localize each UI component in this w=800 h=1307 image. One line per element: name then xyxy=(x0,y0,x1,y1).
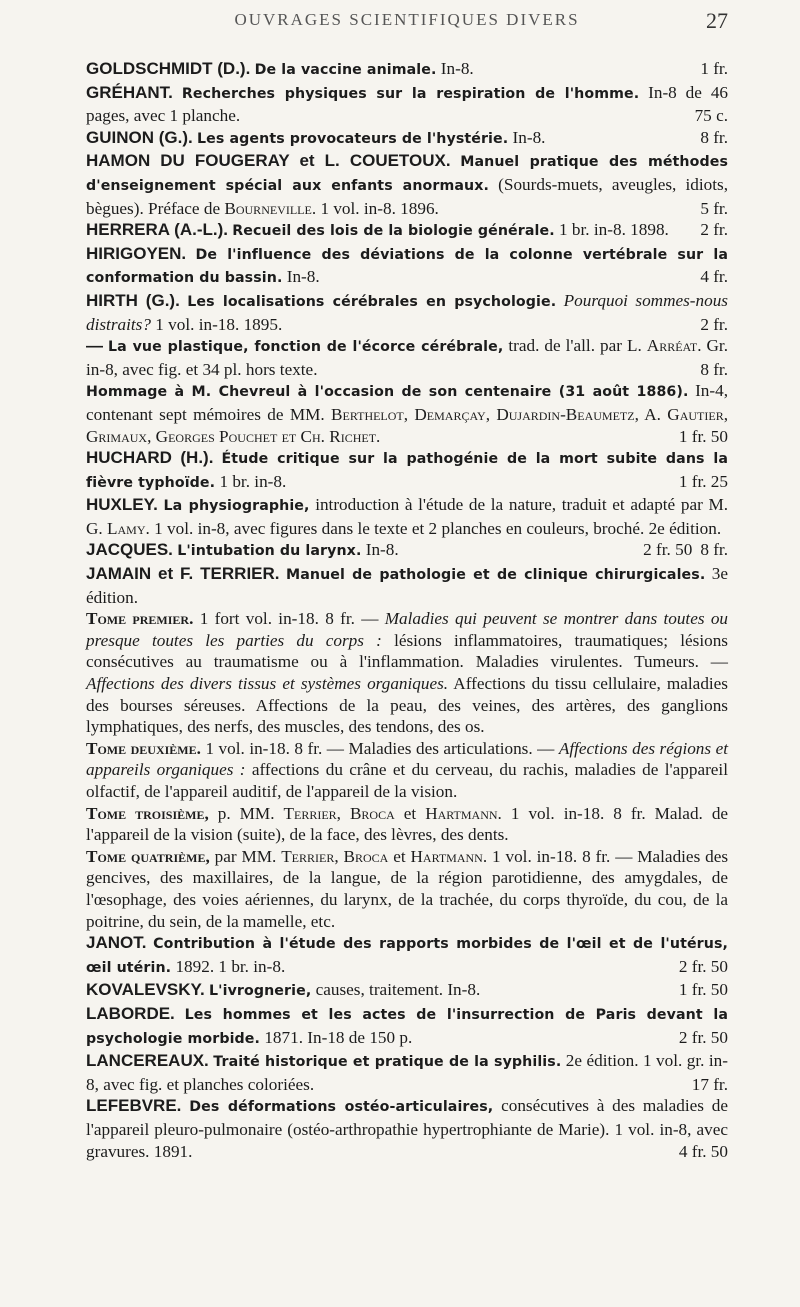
entry-details: introduction à l'étude de la nature, traduit et adapté par M. G. xyxy=(86,495,729,538)
entry-author: JAMAIN et F. TERRIER. xyxy=(86,564,280,584)
entry-author: HUCHARD (H.). xyxy=(86,448,214,468)
catalog-entry xyxy=(86,219,728,243)
entry-work-title: Contribution à l'étude des rapports morbides de l'œil et de l'utérus, œil utérin. xyxy=(86,936,729,976)
tome-text: lésions inflammatoires, traumatiques; lésions consécutives au traumatisme ou à l'inflammation. Maladies virulentes. Tumeurs. — xyxy=(86,630,728,672)
entry-details-cont: 1 vol. in-8, avec figures dans le texte et 2 planches en couleurs, broché. 2e édition. xyxy=(154,518,722,538)
entry-price: 5 fr. xyxy=(700,198,728,218)
entry-price: 75 c. xyxy=(694,106,728,126)
entry-work-title: De l'influence des déviations de la colonne vertébrale sur la conformation du bassin. xyxy=(86,246,729,287)
entry-details: In-8. xyxy=(440,59,474,78)
catalog-entry xyxy=(86,82,728,127)
tome-text: 1 vol. in-18. 8 fr. Malad. de l'appareil de la vision (suite), de la face, des lèvres, des dents. xyxy=(86,803,729,845)
tome-text: p. MM. xyxy=(217,803,275,823)
entry-price: 1 fr. 25 xyxy=(678,471,728,491)
entry-details: In-8. xyxy=(365,540,399,560)
entry-price: 2 fr. 50 xyxy=(643,540,693,560)
tome-text: 1 vol. in-18. 8 fr. — Maladies des gencives, des maxillaires, de la langue, de la région parotidienne, des amygdales, de l'œsophage, des voies aériennes, du larynx, de la trachée, du corps thyroïde, du cou, de la poitrine, du sein, de la mamelle, etc. xyxy=(86,846,729,931)
tome-authors: Hartmann. xyxy=(410,846,488,866)
entry-price: 4 fr. 50 xyxy=(678,1141,728,1161)
entry-work-title: L'intubation du larynx. xyxy=(177,543,362,560)
tome-entry xyxy=(86,738,728,803)
entry-price: 1 fr. 50 xyxy=(678,426,728,446)
entry-work-title: Recueil des lois de la biologie générale. xyxy=(232,223,555,240)
entry-details: 1892. 1 br. in-8. xyxy=(175,956,286,976)
entry-details: 1 br. in-8. xyxy=(219,471,287,491)
tome-label: Tome deuxième. xyxy=(86,738,201,758)
entry-author: GOLDSCHMIDT (D.). xyxy=(86,59,251,78)
entry-author: LANCEREAUX. xyxy=(86,1051,209,1071)
catalog-entry xyxy=(86,380,728,447)
entry-work-title: Étude critique sur la pathogénie de la mort subite dans la fièvre typhoïde. xyxy=(86,451,728,491)
page-header xyxy=(86,0,728,58)
entry-details: consécutives à des maladies de l'appareil pleuro-pulmonaire (ostéo-arthropathie hypertrophiante de Marie). 1 vol. in-8, avec gravures. 1891. xyxy=(86,1096,729,1161)
catalog-entry xyxy=(86,1050,728,1095)
entry-price: 1 fr. 50 xyxy=(678,980,728,1000)
tome-text: et xyxy=(393,846,406,866)
entry-details-smallcaps: Arréat. xyxy=(646,336,702,356)
entry-details: In-8. xyxy=(512,127,546,147)
entry-details: causes, traitement. In-8. xyxy=(315,980,481,1000)
catalog-entry xyxy=(86,58,728,82)
tome-italic: Affections des régions et appareils organiques : xyxy=(86,738,729,780)
catalog-entry xyxy=(86,1003,728,1050)
catalog-entry xyxy=(86,563,728,608)
catalog-entries xyxy=(86,58,728,1162)
entry-italic-subtitle: Pourquoi sommes-nous distraits? xyxy=(86,290,728,334)
running-title: OUVRAGES SCIENTIFIQUES DIVERS xyxy=(234,10,580,29)
entry-details-cont: 1 vol. in-8. 1896. xyxy=(320,198,439,218)
tome-text: 1 vol. in-18. 8 fr. — Maladies des articulations. — xyxy=(205,738,555,758)
tome-label: Tome quatrième, xyxy=(86,846,210,866)
entry-price: 8 fr. xyxy=(700,540,728,560)
entry-price: 2 fr. xyxy=(700,220,728,240)
tome-entry xyxy=(86,608,728,738)
entry-work-title: Traité historique et pratique de la syphilis. xyxy=(213,1054,562,1071)
entry-price: 2 fr. 50 xyxy=(678,956,728,976)
catalog-entry xyxy=(86,127,728,151)
tome-text: affections du crâne et du cerveau, du rachis, maladies de l'appareil olfactif, de l'appareil auditif, de l'appareil de la vision. xyxy=(86,760,728,801)
entry-author: HIRIGOYEN. xyxy=(86,243,187,263)
entry-details: 2e édition. 1 vol. gr. in-8, avec fig. et planches coloriées. xyxy=(86,1051,728,1094)
entry-details: In-4, contenant sept mémoires de MM. xyxy=(86,381,729,424)
entry-author: GRÉHANT. xyxy=(86,82,173,102)
entry-author: JACQUES. xyxy=(86,540,173,560)
entry-work-title: La physiographie, xyxy=(163,498,310,515)
tome-italic: Affections des divers tissus et systèmes organiques. xyxy=(86,674,449,694)
entry-work-title: De la vaccine animale. xyxy=(254,62,437,78)
tome-italic: Maladies qui peuvent se montrer dans toutes ou presque toutes les parties du corps : xyxy=(86,609,729,650)
entry-details: 1 vol. in-18. 1895. xyxy=(155,314,283,334)
catalog-entry xyxy=(86,290,728,335)
tome-authors: Terrier, Broca xyxy=(281,846,389,866)
entry-price: 2 fr. 50 xyxy=(678,1027,728,1047)
entry-work-title: Hommage à M. Chevreul à l'occasion de son centenaire (31 août 1886). xyxy=(86,384,689,401)
tome-text: et xyxy=(403,803,417,823)
entry-work-title: La vue plastique, fonction de l'écorce cérébrale, xyxy=(108,339,504,356)
entry-author: GUINON (G.). xyxy=(86,127,193,147)
entry-details: In-8. xyxy=(286,267,320,287)
tome-label: Tome premier. xyxy=(86,609,194,629)
entry-author: — xyxy=(86,336,103,356)
catalog-entry xyxy=(86,243,728,290)
tome-text: 1 fort vol. in-18. 8 fr. — xyxy=(199,609,379,629)
entry-price: 8 fr. xyxy=(700,127,728,147)
tome-text: par MM. xyxy=(214,846,277,866)
entry-author: HIRTH (G.). xyxy=(86,290,180,310)
entry-details: 1871. In-18 de 150 p. xyxy=(264,1027,413,1047)
entry-details-cont: Gr. in-8, avec fig. et 34 pl. hors texte. xyxy=(86,336,728,379)
entry-details: trad. de l'all. par L. xyxy=(508,336,642,356)
tome-text: Affections du tissu cellulaire, maladies des bourses séreuses. Affections de la peau, des veines, des artères, des ganglions lymphatiques, des nerfs, des muscles, des tendons, des os. xyxy=(86,674,729,737)
entry-author: HAMON DU FOUGERAY et L. COUETOUX. xyxy=(86,151,451,171)
entry-price: 4 fr. xyxy=(700,267,728,287)
entry-details-smallcaps: Berthelot, Demarçay, Dujardin-Beaumetz, A. Gautier, Grimaux, Georges Pouchet et Ch. Richet. xyxy=(86,404,729,446)
entry-price: 1 fr. xyxy=(700,59,728,78)
entry-work-title: Les hommes et les actes de l'insurrection de Paris devant la psychologie morbide. xyxy=(86,1006,728,1047)
catalog-entry xyxy=(86,539,728,563)
entry-work-title: Des déformations ostéo-articulaires, xyxy=(189,1099,494,1116)
entry-author: LABORDE. xyxy=(86,1003,175,1023)
tome-label: Tome troisième, xyxy=(86,803,209,823)
entry-author: HUXLEY. xyxy=(86,495,158,515)
tome-entry xyxy=(86,846,728,932)
entry-details: 1 br. in-8. 1898. xyxy=(559,220,669,240)
entry-details: 3e édition. xyxy=(86,564,729,607)
entry-author: JANOT. xyxy=(86,933,147,953)
entry-work-title: Recherches physiques sur la respiration de l'homme. xyxy=(181,85,640,102)
entry-author: LEFEBVRE. xyxy=(86,1096,182,1116)
catalog-entry xyxy=(86,447,728,494)
entry-work-title: Manuel de pathologie et de clinique chirurgicales. xyxy=(285,567,706,584)
entry-details-smallcaps: Lamy. xyxy=(107,518,150,538)
entry-work-title: Manuel pratique des méthodes d'enseignement spécial aux enfants anormaux. xyxy=(86,154,729,194)
entry-details: (Sourds-muets, aveugles, idiots, bègues). Préface de xyxy=(86,174,729,218)
entry-work-title: L'ivrognerie, xyxy=(209,983,312,1000)
tome-authors: Hartmann. xyxy=(425,803,502,823)
entry-author: HERRERA (A.-L.). xyxy=(86,220,228,240)
entry-author: KOVALEVSKY. xyxy=(86,980,205,1000)
tome-entry xyxy=(86,803,728,846)
catalog-entry xyxy=(86,150,728,219)
catalog-entry xyxy=(86,335,728,380)
entry-work-title: Les agents provocateurs de l'hystérie. xyxy=(197,130,509,147)
page-number: 27 xyxy=(706,8,728,33)
entry-price: 17 fr. xyxy=(691,1074,728,1094)
catalog-entry xyxy=(86,932,728,979)
catalog-entry xyxy=(86,979,728,1003)
entry-work-title: Les localisations cérébrales en psychologie. xyxy=(187,293,557,310)
entry-details-smallcaps: Bourneville. xyxy=(224,198,317,218)
catalog-entry xyxy=(86,1095,728,1162)
entry-price: 8 fr. xyxy=(700,359,728,379)
entry-details: In-8 de 46 pages, avec 1 planche. xyxy=(86,82,729,126)
entry-price: 2 fr. xyxy=(700,314,728,334)
tome-authors: Terrier, Broca xyxy=(283,803,395,823)
